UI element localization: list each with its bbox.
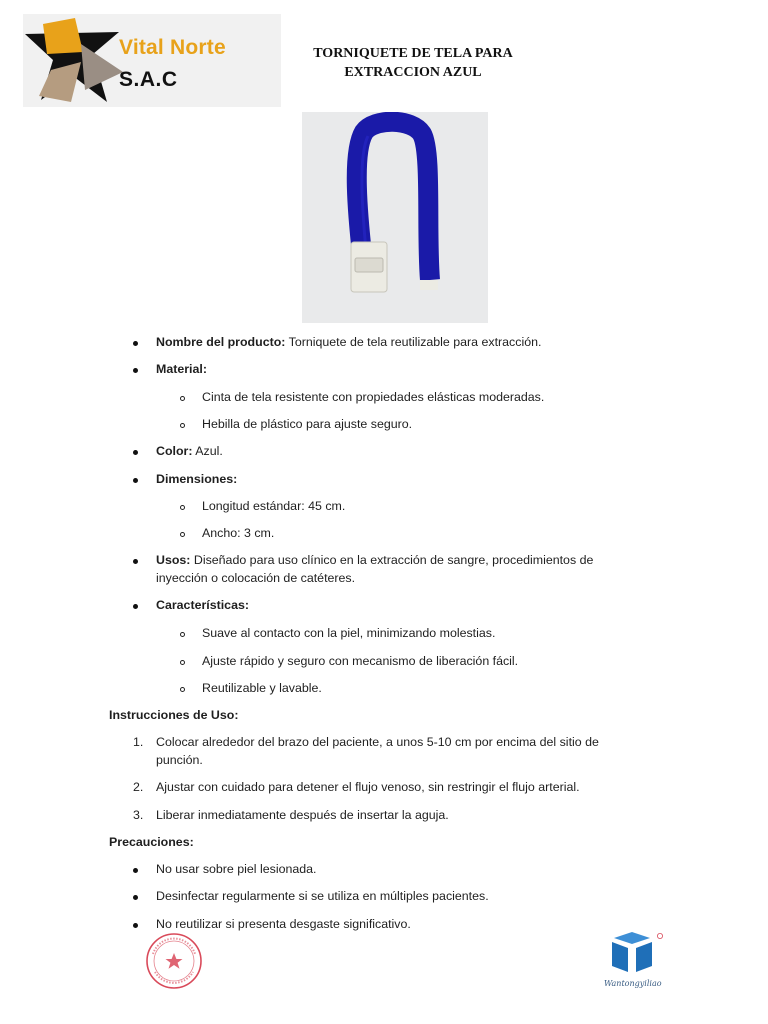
company-suffix: S.A.C [119,68,178,91]
step-text: Colocar alrededor del brazo del paciente, a unos 5-10 cm por encima del sitio de [156,735,599,749]
precaution-item: Desinfectar regularmente si se utiliza en múltiples pacientes. [156,889,489,903]
step-text-continued: punción. [156,753,203,767]
stamp-seal-icon [143,932,205,990]
sub-bullet-icon [180,532,185,537]
product-name-label: Nombre del producto: [156,335,286,349]
feature-subitem: Suave al contacto con la piel, minimizando molestias. [202,626,496,640]
product-photo [302,112,488,323]
uses-item [156,553,593,567]
step-text: Ajustar con cuidado para detener el flujo venoso, sin restringir el flujo arterial. [156,780,580,794]
bullet-icon [133,923,138,928]
dimensions-item [156,472,237,486]
bullet-icon [133,450,138,455]
color-item [156,444,223,458]
product-name-value: Torniquete de tela reutilizable para extracción. [285,335,542,349]
document-title [288,44,538,82]
bullet-icon [133,559,138,564]
precaution-item: No reutilizar si presenta desgaste significativo. [156,917,411,931]
feature-subitem: Reutilizable y lavable. [202,681,322,695]
color-value: Azul. [192,444,223,458]
step-number: 1. [133,735,144,749]
uses-label: Usos: [156,553,191,567]
precaution-item: No usar sobre piel lesionada. [156,862,317,876]
features-label: Características: [156,598,249,612]
instructions-heading-text: Instrucciones de Uso: [109,708,239,722]
star-logo-icon [23,14,123,107]
dimension-subitem: Ancho: 3 cm. [202,526,275,540]
material-item [156,362,207,376]
brand-name: Wantongyiliao [604,979,662,988]
step-number: 3. [133,808,144,822]
title-line-2: EXTRACCION AZUL [344,65,482,80]
bullet-icon [133,868,138,873]
feature-subitem: Ajuste rápido y seguro con mecanismo de liberación fácil. [202,654,519,668]
material-label: Material: [156,362,207,376]
bullet-icon [133,895,138,900]
bullet-icon [133,478,138,483]
uses-value-continued: inyección o colocación de catéteres. [156,571,356,585]
precautions-heading [109,835,194,849]
step-text: Liberar inmediatamente después de insertar la aguja. [156,808,449,822]
bullet-icon [133,604,138,609]
bullet-icon [133,341,138,346]
step-number: 2. [133,780,144,794]
material-subitem: Hebilla de plástico para ajuste seguro. [202,417,413,431]
uses-value: Diseñado para uso clínico en la extracción de sangre, procedimientos de [190,553,594,567]
bullet-icon [133,368,138,373]
sub-bullet-icon [180,687,185,692]
product-name-item [156,335,541,349]
brand-cube-icon [598,932,668,992]
company-stamp [143,932,205,990]
features-item [156,598,249,612]
color-label: Color: [156,444,193,458]
tourniquet-image [302,112,488,323]
precautions-heading-text: Precauciones: [109,835,194,849]
sub-bullet-icon [180,632,185,637]
brand-logo [598,932,668,992]
instructions-heading [109,708,238,722]
dimensions-label: Dimensiones: [156,472,238,486]
material-subitem: Cinta de tela resistente con propiedades elásticas moderadas. [202,390,545,404]
sub-bullet-icon [180,423,185,428]
sub-bullet-icon [180,396,185,401]
sub-bullet-icon [180,660,185,665]
sub-bullet-icon [180,505,185,510]
company-name: Vital Norte [119,36,226,59]
dimension-subitem: Longitud estándar: 45 cm. [202,499,346,513]
title-line-1: TORNIQUETE DE TELA PARA [313,46,513,61]
company-logo [23,14,281,107]
